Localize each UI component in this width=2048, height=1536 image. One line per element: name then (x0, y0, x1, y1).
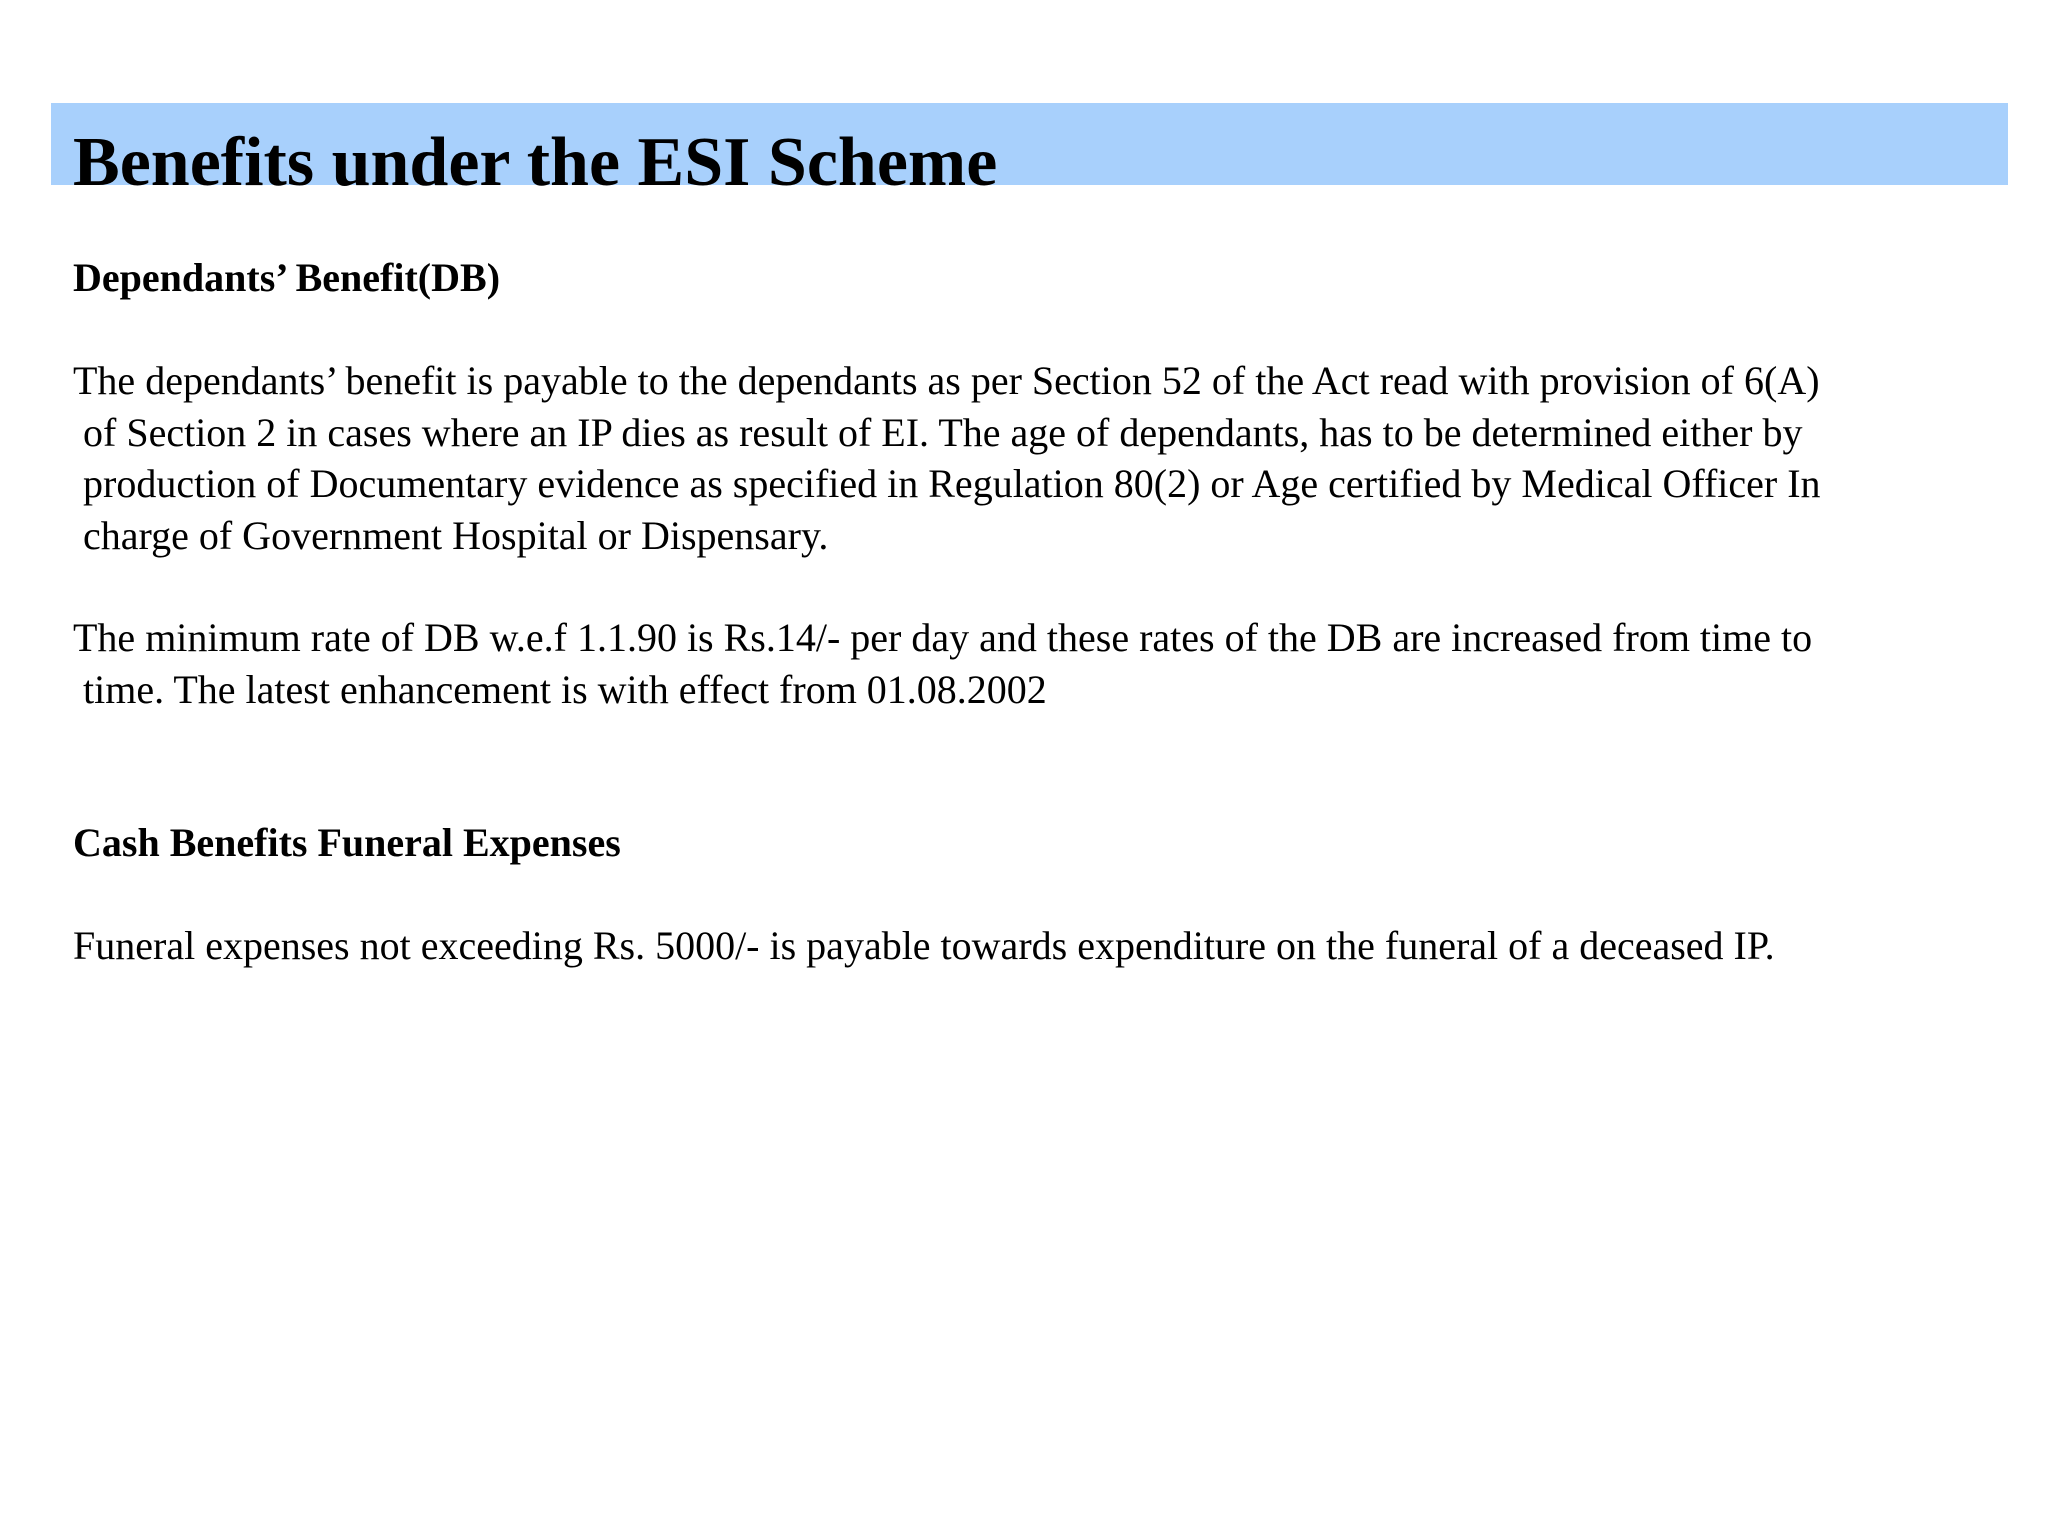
paragraph-funeral-expenses (73, 920, 1775, 972)
page-title: Benefits under the ESI Scheme (73, 124, 998, 201)
text-line: time. The latest enhancement is with effect from 01.08.2002 (83, 666, 1047, 712)
text-line: of Section 2 in cases where an IP dies as result of EI. The age of dependants, has to be determined either by (83, 409, 1803, 455)
paragraph-dependants-benefit-rate (73, 612, 1812, 715)
text-line: The dependants’ benefit is payable to the dependants as per Section 52 of the Act read with provision of 6(A) (73, 358, 1820, 403)
paragraph-dependants-benefit-eligibility (73, 355, 1821, 561)
section-heading-funeral-expenses: Cash Benefits Funeral Expenses (73, 820, 621, 865)
text-line: charge of Government Hospital or Dispensary. (83, 512, 829, 558)
text-line: The minimum rate of DB w.e.f 1.1.90 is Rs.14/- per day and these rates of the DB are increased from time to (73, 615, 1813, 660)
section-heading-dependants-benefit: Dependants’ Benefit(DB) (73, 255, 501, 300)
text-line: production of Documentary evidence as specified in Regulation 80(2) or Age certified by Medical Officer In (83, 461, 1821, 506)
text-line: Funeral expenses not exceeding Rs. 5000/- is payable towards expenditure on the funeral of a deceased IP. (73, 923, 1775, 968)
